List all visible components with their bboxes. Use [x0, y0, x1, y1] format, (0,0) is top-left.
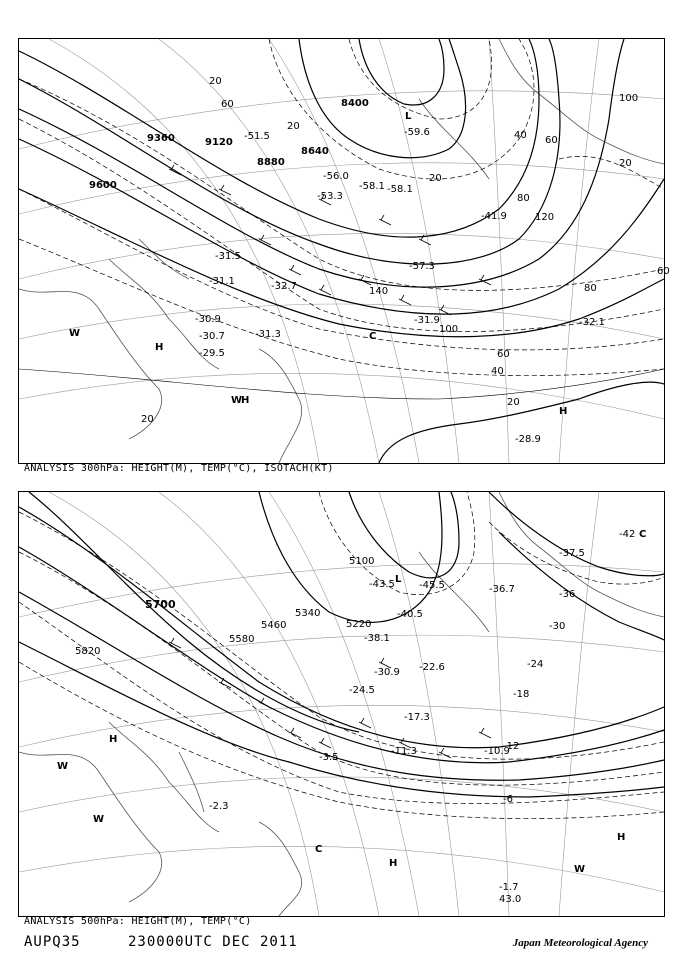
temp-label: -30.9 [195, 314, 221, 325]
height-label: 8640 [301, 146, 329, 157]
station-label: -1.7 [499, 882, 519, 893]
station-label: -30.9 [374, 667, 400, 678]
cold-center-marker: C [639, 529, 647, 540]
isotherm-label: -36 [559, 589, 576, 600]
temp-label: -30.7 [199, 331, 225, 342]
high-center-marker: H [109, 734, 118, 745]
isotach-label: 20 [141, 414, 154, 425]
isotherm-label: -24 [527, 659, 544, 670]
height-label: 5340 [295, 608, 321, 619]
station-label: -3.5 [319, 752, 339, 763]
isotach-label: 100 [619, 93, 639, 104]
height-label: 9360 [147, 133, 175, 144]
map-500hpa [19, 492, 664, 916]
temp-label: -32.7 [271, 281, 297, 292]
height-label: 5700 [145, 598, 176, 611]
station-label-group [209, 548, 585, 905]
isotach-label: 80 [584, 283, 597, 294]
high-center-marker: H [155, 342, 164, 353]
isotherms [19, 492, 664, 819]
warm-center-marker: W [93, 814, 105, 825]
station-label: -45.5 [419, 580, 445, 591]
warm-center-marker: W [69, 328, 81, 339]
station-label: -40.5 [397, 609, 423, 620]
chart-300hpa [18, 38, 670, 464]
caption-500hpa: ANALYSIS 500hPa: HEIGHT(M), TEMP(°C) [24, 916, 252, 927]
isotach-label: 80 [517, 193, 530, 204]
analysis-datetime: 230000UTC DEC 2011 [128, 934, 298, 950]
height-label: 8400 [341, 98, 369, 109]
low-center-marker: L [395, 574, 402, 585]
isotach-label: 60 [497, 349, 510, 360]
isotach-label: 60 [545, 135, 558, 146]
high-center-marker: H [617, 832, 626, 843]
isotach-label: 100 [439, 324, 459, 335]
agency-name: Japan Meteorological Agency [512, 937, 648, 949]
isotach-label: 20 [507, 397, 520, 408]
chart-500hpa [18, 491, 665, 917]
temp-label: -28.9 [515, 434, 541, 445]
isotach-label: 40 [491, 366, 504, 377]
isotherm-label: -12 [503, 741, 520, 752]
station-label: -22.6 [419, 662, 445, 673]
isotherm-label-group [503, 529, 635, 805]
warm-center-marker: W [57, 761, 69, 772]
temp-label: -29.5 [199, 348, 225, 359]
pressure-center-group [57, 529, 646, 875]
isotach-label: 140 [369, 286, 389, 297]
temp-label: -41.9 [481, 211, 507, 222]
wind-barbs [169, 165, 491, 315]
low-center-marker: L [405, 111, 412, 122]
temp-label: -31.9 [414, 315, 440, 326]
isotach-label: 20 [619, 158, 632, 169]
chart-code: AUPQ35 [24, 934, 81, 950]
temp-label: -56.0 [323, 171, 349, 182]
station-label: -10.9 [484, 746, 510, 757]
height-label: 9600 [89, 180, 117, 191]
map-300hpa [19, 39, 670, 463]
height-label: 5820 [75, 646, 101, 657]
temp-label: -51.5 [244, 131, 270, 142]
temp-label: -31.3 [255, 329, 281, 340]
cold-center-marker: C [369, 331, 377, 342]
isotach-label: 20 [429, 173, 442, 184]
isotherm-label: -42 [619, 529, 636, 540]
height-label: 9120 [205, 137, 233, 148]
station-label: -36.7 [489, 584, 515, 595]
temp-label: -53.3 [317, 191, 343, 202]
station-label: 43.0 [499, 894, 522, 905]
isotherm-label: -6 [503, 794, 513, 805]
station-label: -24.5 [349, 685, 375, 696]
high-center-marker: H [389, 858, 398, 869]
station-label: -43.5 [369, 579, 395, 590]
high-center-marker: H [241, 395, 250, 406]
caption-300hpa: ANALYSIS 300hPa: HEIGHT(M), TEMP(°C), ISOTACH(KT) [24, 463, 334, 474]
station-label: -2.3 [209, 801, 229, 812]
isotach-label: 40 [514, 130, 527, 141]
temp-label: -31.5 [215, 251, 241, 262]
height-contours [19, 492, 664, 797]
height-label: 8880 [257, 157, 285, 168]
warm-center-marker: W [574, 864, 586, 875]
isotach-label: 120 [535, 212, 555, 223]
isotach-label: 60 [657, 266, 670, 277]
isotach-label: 20 [209, 76, 222, 87]
height-label: 5580 [229, 634, 255, 645]
height-label: 5100 [349, 556, 375, 567]
temp-label: -58.1 [387, 184, 413, 195]
isotach-label: 20 [287, 121, 300, 132]
cold-center-marker: C [315, 844, 323, 855]
station-label: -11.3 [391, 746, 417, 757]
station-label: -38.1 [364, 633, 390, 644]
isotherm-label: -18 [513, 689, 530, 700]
station-label: -17.3 [404, 712, 430, 723]
temp-label: -59.6 [404, 127, 430, 138]
height-label: 5220 [346, 619, 372, 630]
temp-label: -31.1 [209, 276, 235, 287]
temp-label: -58.1 [359, 181, 385, 192]
isotach-label: 60 [221, 99, 234, 110]
height-label: 5460 [261, 620, 287, 631]
isotherm-label: -30 [549, 621, 566, 632]
high-center-marker: H [559, 406, 568, 417]
temp-label: -57.3 [409, 261, 435, 272]
warm-center-marker: W [231, 395, 243, 406]
temp-label: -32.1 [579, 317, 605, 328]
station-label: -37.5 [559, 548, 585, 559]
